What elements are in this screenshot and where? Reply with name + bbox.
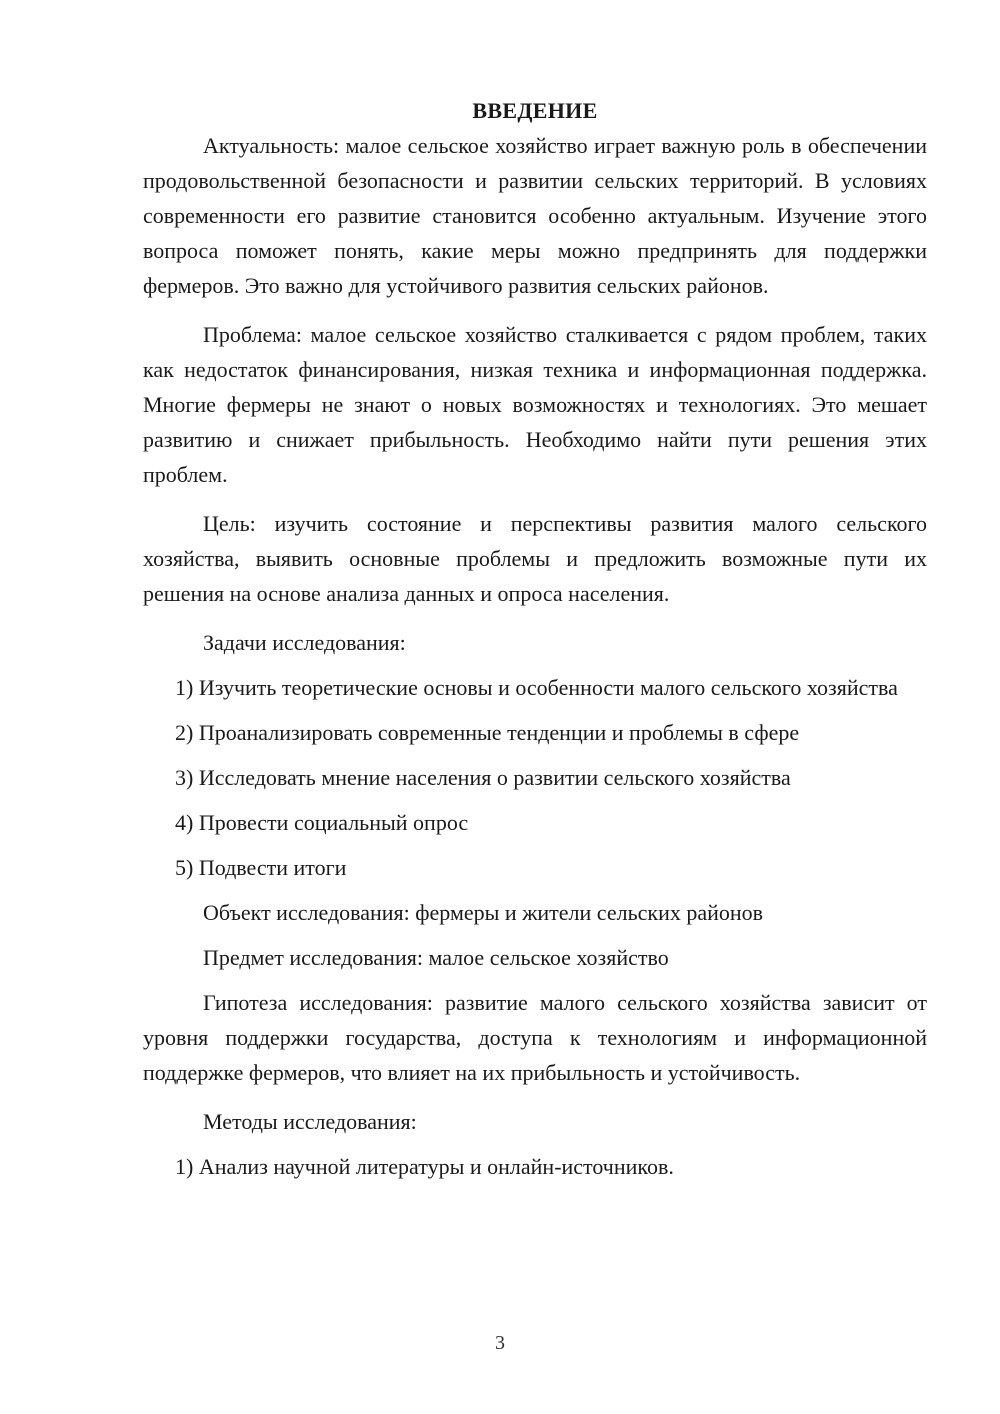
method-item-1: 1) Анализ научной литературы и онлайн-источников. (175, 1154, 674, 1179)
page-number: 3 (495, 1332, 505, 1354)
paragraph-goal: Цель: изучить состояние и перспективы развития малого сельского хозяйства, выявить основные проблемы и предложить возможные пути их решения на основе анализа данных и опроса населения. (143, 511, 927, 606)
task-item-2: 2) Проанализировать современные тенденции и проблемы в сфере (175, 720, 800, 745)
task-item-4: 4) Провести социальный опрос (175, 810, 469, 835)
research-object: Объект исследования: фермеры и жители сельских районов (203, 900, 764, 925)
section-title: ВВЕДЕНИЕ (472, 98, 598, 123)
tasks-heading: Задачи исследования: (203, 630, 406, 655)
paragraph-hypothesis: Гипотеза исследования: развитие малого сельского хозяйства зависит от уровня поддержки государства, доступа к технологиям и информационной поддержке фермеров, что влияет на их прибыльность и устойчивость. (143, 990, 927, 1085)
paragraph-problem: Проблема: малое сельское хозяйство сталкивается с рядом проблем, таких как недостаток финансирования, низкая техника и информационная поддержка. Многие фермеры не знают о новых возможностях и технологиях. Это мешает развитию и снижает прибыльность. Необходимо найти пути решения этих проблем. (143, 322, 927, 487)
document-page (143, 94, 927, 1194)
paragraph-relevance: Актуальность: малое сельское хозяйство играет важную роль в обеспечении продовольственной безопасности и развитии сельских территорий. В условиях современности его развитие становится особенно актуальным. Изучение этого вопроса поможет понять, какие меры можно предпринять для поддержки фермеров. Это важно для устойчивого развития сельских районов. (143, 133, 927, 298)
task-item-1: 1) Изучить теоретические основы и особенности малого сельского хозяйства (175, 675, 898, 700)
methods-heading: Методы исследования: (203, 1109, 417, 1134)
task-item-3: 3) Исследовать мнение населения о развитии сельского хозяйства (175, 765, 791, 790)
task-item-5: 5) Подвести итоги (175, 855, 347, 880)
research-subject: Предмет исследования: малое сельское хозяйство (203, 945, 669, 970)
